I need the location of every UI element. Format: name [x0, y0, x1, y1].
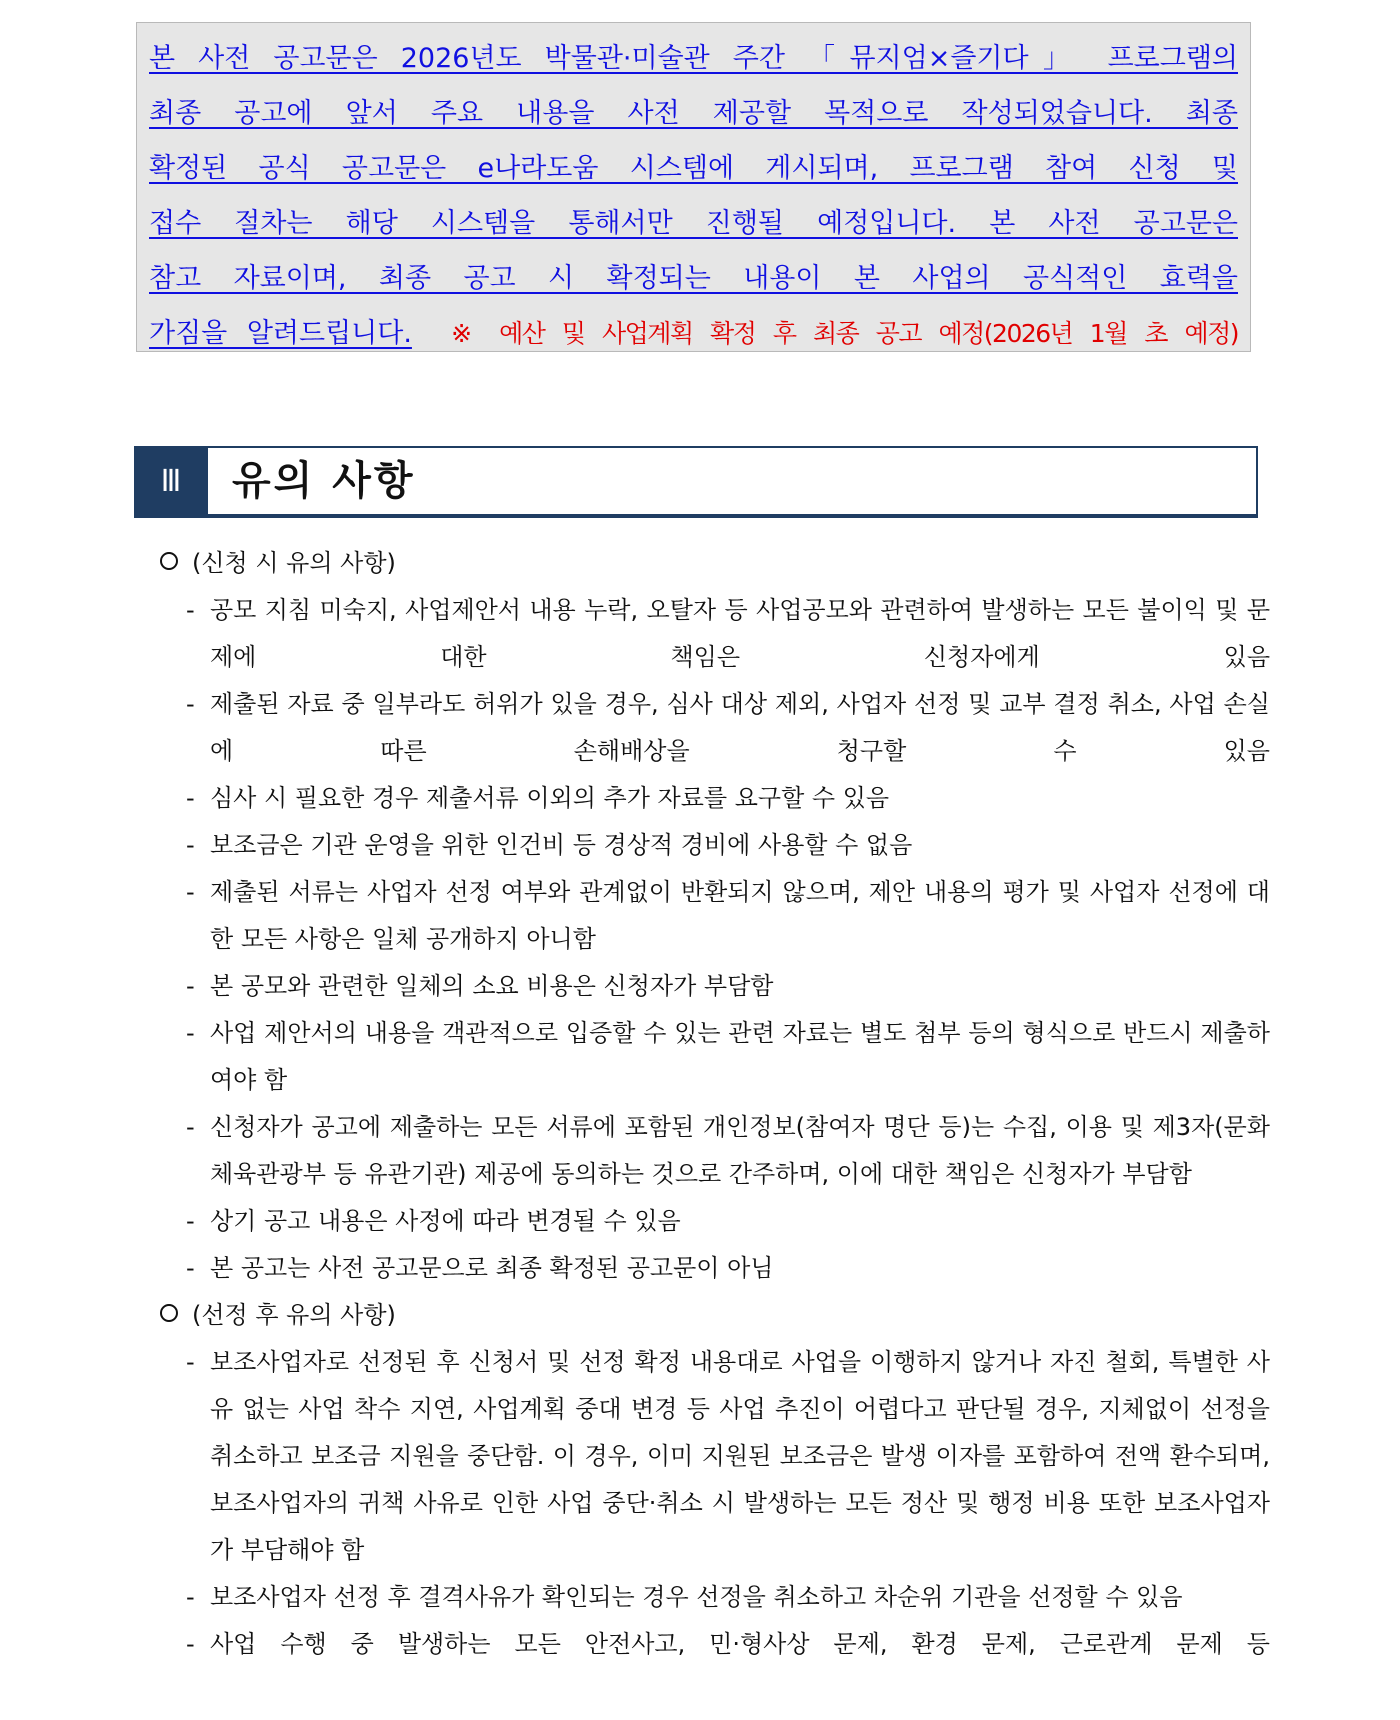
notice-line: 참고 자료이며, 최종 공고 시 확정되는 내용이 본 사업의 공식적인 효력을: [149, 263, 1238, 294]
group-heading-after-selection: (선정 후 유의 사항): [160, 1292, 1270, 1339]
section-number: Ⅲ: [134, 446, 208, 518]
list-item: - 제출된 자료 중 일부라도 허위가 있을 경우, 심사 대상 제외, 사업자 선정 및 교부 결정 취소, 사업 손실에 따른 손해배상을 청구할 수 있음: [186, 690, 1270, 765]
circle-bullet-icon: [160, 552, 178, 570]
circle-bullet-icon: [160, 1304, 178, 1322]
section-title-box: [208, 446, 1258, 518]
list-item: - 제출된 서류는 사업자 선정 여부와 관계없이 반환되지 않으며, 제안 내용의 평가 및 사업자 선정에 대한 모든 사항은 일체 공개하지 아니함: [186, 878, 1270, 953]
list-item: - 심사 시 필요한 경우 제출서류 이외의 추가 자료를 요구할 수 있음: [186, 784, 890, 812]
budget-note: ※ 예산 및 사업계획 확정 후 최종 공고 예정(2026년 1월 초 예정): [451, 319, 1238, 348]
section-header: [134, 446, 1258, 518]
notice-line-last: 가짐을 알려드립니다. ※ 예산 및 사업계획 확정 후 최종 공고 예정(2026년 1월 초 예정): [149, 318, 1238, 349]
precautions-content: [160, 540, 1270, 1668]
list-item: - 공모 지침 미숙지, 사업제안서 내용 누락, 오탈자 등 사업공모와 관련하여 발생하는 모든 불이익 및 문제에 대한 책임은 신청자에게 있음: [186, 596, 1270, 671]
list-item: - 신청자가 공고에 제출하는 모든 서류에 포함된 개인정보(참여자 명단 등)는 수집, 이용 및 제3자(문화체육관광부 등 유관기관) 제공에 동의하는 것으로 간주하며, 이에 대한 책임은 신청자가 부담함: [186, 1113, 1270, 1188]
notice-line: 접수 절차는 해당 시스템을 통해서만 진행될 예정입니다. 본 사전 공고문은: [149, 208, 1238, 239]
list-item: - 보조사업자로 선정된 후 신청서 및 선정 확정 내용대로 사업을 이행하지 않거나 자진 철회, 특별한 사유 없는 사업 착수 지연, 사업계획 중대 변경 등 사업 추진이 어렵다고 판단될 경우, 지체없이 선정을 취소하고 보조금 지원을 중단함. 이 경우, 이미 지원된 보조금은 발생 이자를 포함하여 전액 환수되며, 보조사업자의 귀책 사유로 인한 사업 중단·취소 시 발생하는 모든 정산 및 행정 비용 또한 보조사업자가 부담해야 함: [186, 1348, 1270, 1564]
emphasized-notice: 본 공고는 사전 공고문으로 최종 확정된 공고문이 아님: [210, 1254, 774, 1282]
section-title: 유의 사항: [232, 458, 416, 504]
list-item: - 보조사업자 선정 후 결격사유가 확인되는 경우 선정을 취소하고 차순위 기관을 선정할 수 있음: [186, 1583, 1183, 1611]
list-item: - 본 공모와 관련한 일체의 소요 비용은 신청자가 부담함: [186, 972, 774, 1000]
notice-line: 최종 공고에 앞서 주요 내용을 사전 제공할 목적으로 작성되었습니다. 최종: [149, 98, 1238, 129]
pre-announcement-notice: [136, 22, 1251, 352]
list-item: - 본 공고는 사전 공고문으로 최종 확정된 공고문이 아님: [186, 1254, 774, 1282]
list-item: - 보조금은 기관 운영을 위한 인건비 등 경상적 경비에 사용할 수 없음: [186, 831, 913, 859]
group-heading-application: (신청 시 유의 사항): [160, 540, 1270, 587]
list-item: - 사업 제안서의 내용을 객관적으로 입증할 수 있는 관련 자료는 별도 첨부 등의 형식으로 반드시 제출하여야 함: [186, 1019, 1270, 1094]
notice-line: 확정된 공식 공고문은 e나라도움 시스템에 게시되며, 프로그램 참여 신청 및: [149, 153, 1238, 184]
notice-line: 본 사전 공고문은 2026년도 박물관·미술관 주간 「뮤지엄×즐기다」 프로그램의: [149, 43, 1238, 74]
list-item: - 상기 공고 내용은 사정에 따라 변경될 수 있음: [186, 1207, 681, 1235]
list-item: - 사업 수행 중 발생하는 모든 안전사고, 민·형사상 문제, 환경 문제, 근로관계 문제 등: [186, 1630, 1270, 1658]
